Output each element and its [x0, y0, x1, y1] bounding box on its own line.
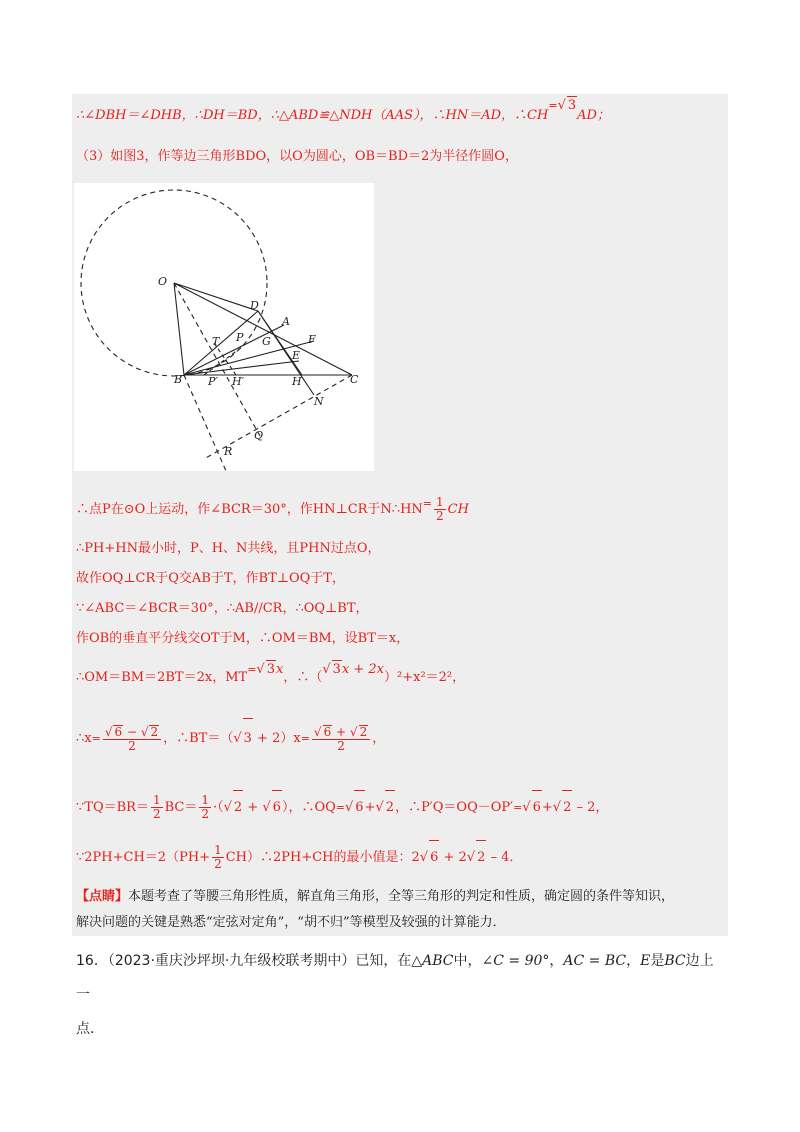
label-h: H: [292, 375, 302, 388]
label-t: T: [212, 335, 220, 348]
label-e: E: [292, 349, 301, 362]
geometry-figure: [74, 183, 374, 471]
solution-line-5: 故作OQ⊥CR于Q交AB于T，作BT⊥OQ于T，: [76, 571, 345, 586]
solution-line-4: ∴PH+HN最小时，P、H、N共线，且PHN过点O，: [76, 541, 381, 556]
segment-ba: [184, 325, 284, 375]
fraction-half: $\frac{1}{2}$: [436, 495, 444, 523]
comment-line-2: 解决问题的关键是熟悉“定弦对定角”，“胡不归”等模型及较强的计算能力．: [76, 915, 506, 930]
label-d: D: [250, 299, 259, 312]
solution-line-7: 作OB的垂直平分线交OT于M，∴OM＝BM，设BT＝x，: [76, 631, 410, 646]
segment-be: [184, 361, 299, 375]
segment-oq: [174, 283, 260, 436]
label-r: R: [224, 445, 233, 458]
label-q: Q: [254, 429, 264, 442]
label-p-prime: P′: [208, 375, 218, 388]
segment-od: [174, 283, 258, 311]
solution-line-9: ∴x= √ $\frac{6 - √ 2}{2}$ ，∴BT＝（√ 3 + 2）x= √ $\frac{6 + √ 2}{2}$ ，: [76, 718, 385, 759]
label-a: A: [282, 315, 290, 328]
solution-line-3: ∴点P在⊙O上运动，作∠BCR＝30°，作HN⊥CR于N∴HN= $\frac{1}{2}$ CH: [76, 495, 469, 523]
solution-line-10: ∵TQ＝BR＝ $\frac{1}{2}$ BC＝ $\frac{1}{2}$ ·（√ 2 + √ 6），∴OQ=√ 6+√ 2，∴P′Q＝OQ－OP′=√ 6+√ 2 – 2，: [76, 790, 608, 825]
label-c: C: [350, 373, 359, 386]
label-h-prime: H′: [232, 375, 245, 388]
solution-line-1: ∴∠DBH＝∠DHB，∴DH＝BD，∴△ABD≌△NDH（AAS），∴HN＝AD，∴CH=√ 3AD；: [76, 106, 610, 125]
comment-line-1: 【点睛】本题考查了等腰三角形性质，解直角三角形，全等三角形的判定和性质，确定圆的条件等知识，: [76, 889, 675, 904]
segment-br: [184, 375, 226, 471]
label-o: O: [158, 275, 168, 288]
solution-line-6: ∵∠ABC＝∠BCR＝30°，∴AB//CR，∴OQ⊥BT，: [76, 601, 369, 616]
label-f: F: [308, 333, 316, 346]
segment-ob: [174, 283, 184, 375]
label-p: P: [236, 331, 244, 344]
solution-line-2: （3）如图3，作等边三角形BDO，以O为圆心，OB＝BD＝2为半径作圆O，: [76, 149, 518, 164]
label-b: B: [174, 373, 183, 386]
label-n: N: [314, 395, 324, 408]
figure-svg: [74, 183, 374, 471]
label-g: G: [262, 335, 271, 348]
solution-line-8: ∴OM＝BM＝2BT＝2x，MT=√ 3x，∴（√ 3x + 2x）²+x²＝2²，: [76, 668, 465, 687]
question-16: 16．（2023·重庆沙坪坝·九年级校联考期中）已知，在△ABC中，∠C = 90°，AC = BC，E是BC边上一 点．: [76, 953, 714, 1037]
solution-line-11: ∵2PH+CH＝2（PH+ $\frac{1}{2}$ CH）∴2PH+CH的最小值是：2√ 6 + 2√ 2 – 4．: [76, 840, 522, 875]
